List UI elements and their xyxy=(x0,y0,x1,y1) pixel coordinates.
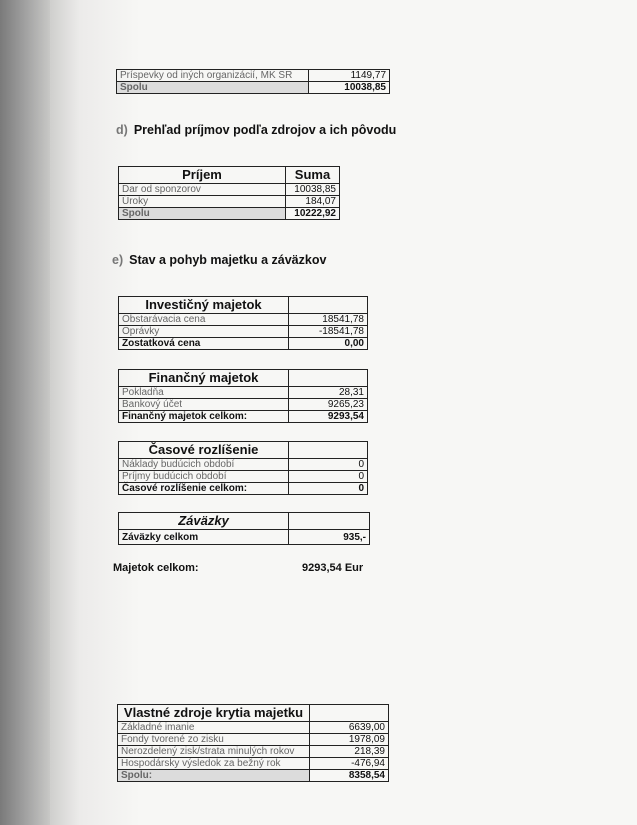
table-row xyxy=(119,387,368,399)
row-value: 184,07 xyxy=(286,196,340,208)
table-row xyxy=(119,399,368,411)
row-value: 1149,77 xyxy=(309,70,390,82)
majetok-celkom-value: 9293,54 Eur xyxy=(302,562,364,574)
row-label: Základné imanie xyxy=(118,722,310,734)
row-value: 218,39 xyxy=(310,746,389,758)
row-value: 28,31 xyxy=(289,387,368,399)
top-table xyxy=(116,69,390,94)
row-label: Bankový účet xyxy=(119,399,289,411)
row-label: Hospodársky výsledok za bežný rok xyxy=(118,758,310,770)
row-label: Časové rozlíšenie celkom: xyxy=(119,483,289,495)
row-label: Oprávky xyxy=(119,326,289,338)
row-value: 0 xyxy=(289,459,368,471)
investicny-majetok-table xyxy=(118,296,368,350)
vlastne-zdroje-table xyxy=(117,704,389,782)
row-label: Nerozdelený zisk/strata minulých rokov xyxy=(118,746,310,758)
row-value: 9265,23 xyxy=(289,399,368,411)
row-label: Náklady budúcich období xyxy=(119,459,289,471)
table-row xyxy=(119,530,370,545)
row-value: -476,94 xyxy=(310,758,389,770)
empty-header-cell xyxy=(310,705,389,722)
table-row xyxy=(119,184,340,196)
table-row xyxy=(119,411,368,423)
casove-rozlisenie-table xyxy=(118,441,368,495)
row-label: Pokladňa xyxy=(119,387,289,399)
empty-header-cell xyxy=(289,442,368,459)
row-label: Obstarávacia cena xyxy=(119,314,289,326)
col-header-suma: Suma xyxy=(286,167,340,184)
row-value: 0,00 xyxy=(289,338,368,350)
table-row xyxy=(118,746,389,758)
table-row xyxy=(119,208,340,220)
table-row xyxy=(119,459,368,471)
row-label: Spolu: xyxy=(118,770,310,782)
row-label: Zostatková cena xyxy=(119,338,289,350)
table-header xyxy=(118,705,389,722)
table-row xyxy=(119,314,368,326)
row-value: 1978,09 xyxy=(310,734,389,746)
row-label: Príspevky od iných organizácií, MK SR xyxy=(117,70,309,82)
row-value: 935,- xyxy=(289,530,370,545)
section-letter: d) xyxy=(116,123,128,137)
financny-majetok-table xyxy=(118,369,368,423)
row-value: 0 xyxy=(289,483,368,495)
table-row xyxy=(119,471,368,483)
section-title: Stav a pohyb majetku a záväzkov xyxy=(129,253,327,267)
table-row xyxy=(117,70,390,82)
empty-header-cell xyxy=(289,297,368,314)
section-d-heading xyxy=(116,123,396,137)
table-header xyxy=(119,370,368,387)
row-label: Úroky xyxy=(119,196,286,208)
table-title: Záväzky xyxy=(119,513,289,530)
bleed-through xyxy=(150,232,153,242)
table-title: Investičný majetok xyxy=(119,297,289,314)
table-row xyxy=(118,770,389,782)
table-header xyxy=(119,297,368,314)
row-value: 9293,54 xyxy=(289,411,368,423)
table-row xyxy=(117,82,390,94)
row-value: 0 xyxy=(289,471,368,483)
table-header xyxy=(119,513,370,530)
row-label: Dar od sponzorov xyxy=(119,184,286,196)
table-row xyxy=(118,734,389,746)
row-value: 18541,78 xyxy=(289,314,368,326)
table-title: Časové rozlíšenie xyxy=(119,442,289,459)
row-value: 6639,00 xyxy=(310,722,389,734)
table-row xyxy=(118,758,389,770)
table-row xyxy=(119,338,368,350)
section-letter: e) xyxy=(112,253,124,267)
row-value: 10038,85 xyxy=(286,184,340,196)
table-row xyxy=(118,722,389,734)
table-title: Finančný majetok xyxy=(119,370,289,387)
empty-header-cell xyxy=(289,513,370,530)
zavazky-table xyxy=(118,512,370,545)
majetok-celkom-label: Majetok celkom: xyxy=(113,562,199,574)
section-title: Prehľad príjmov podľa zdrojov a ich pôvodu xyxy=(133,123,397,137)
row-value: 10222,92 xyxy=(286,208,340,220)
row-label: Fondy tvorené zo zisku xyxy=(118,734,310,746)
table-header xyxy=(119,442,368,459)
table-row xyxy=(119,196,340,208)
empty-header-cell xyxy=(289,370,368,387)
table-header xyxy=(119,167,340,184)
row-value: -18541,78 xyxy=(289,326,368,338)
table-title: Vlastné zdroje krytia majetku xyxy=(118,705,310,722)
row-label: Spolu xyxy=(117,82,309,94)
row-value: 10038,85 xyxy=(309,82,390,94)
table-row xyxy=(119,326,368,338)
row-label: Záväzky celkom xyxy=(119,530,289,545)
table-row xyxy=(119,483,368,495)
row-label: Spolu xyxy=(119,208,286,220)
section-e-heading xyxy=(112,253,326,267)
income-table xyxy=(118,166,340,220)
col-header-prijem: Príjem xyxy=(119,167,286,184)
row-value: 8358,54 xyxy=(310,770,389,782)
row-label: Príjmy budúcich období xyxy=(119,471,289,483)
row-label: Finančný majetok celkom: xyxy=(119,411,289,423)
